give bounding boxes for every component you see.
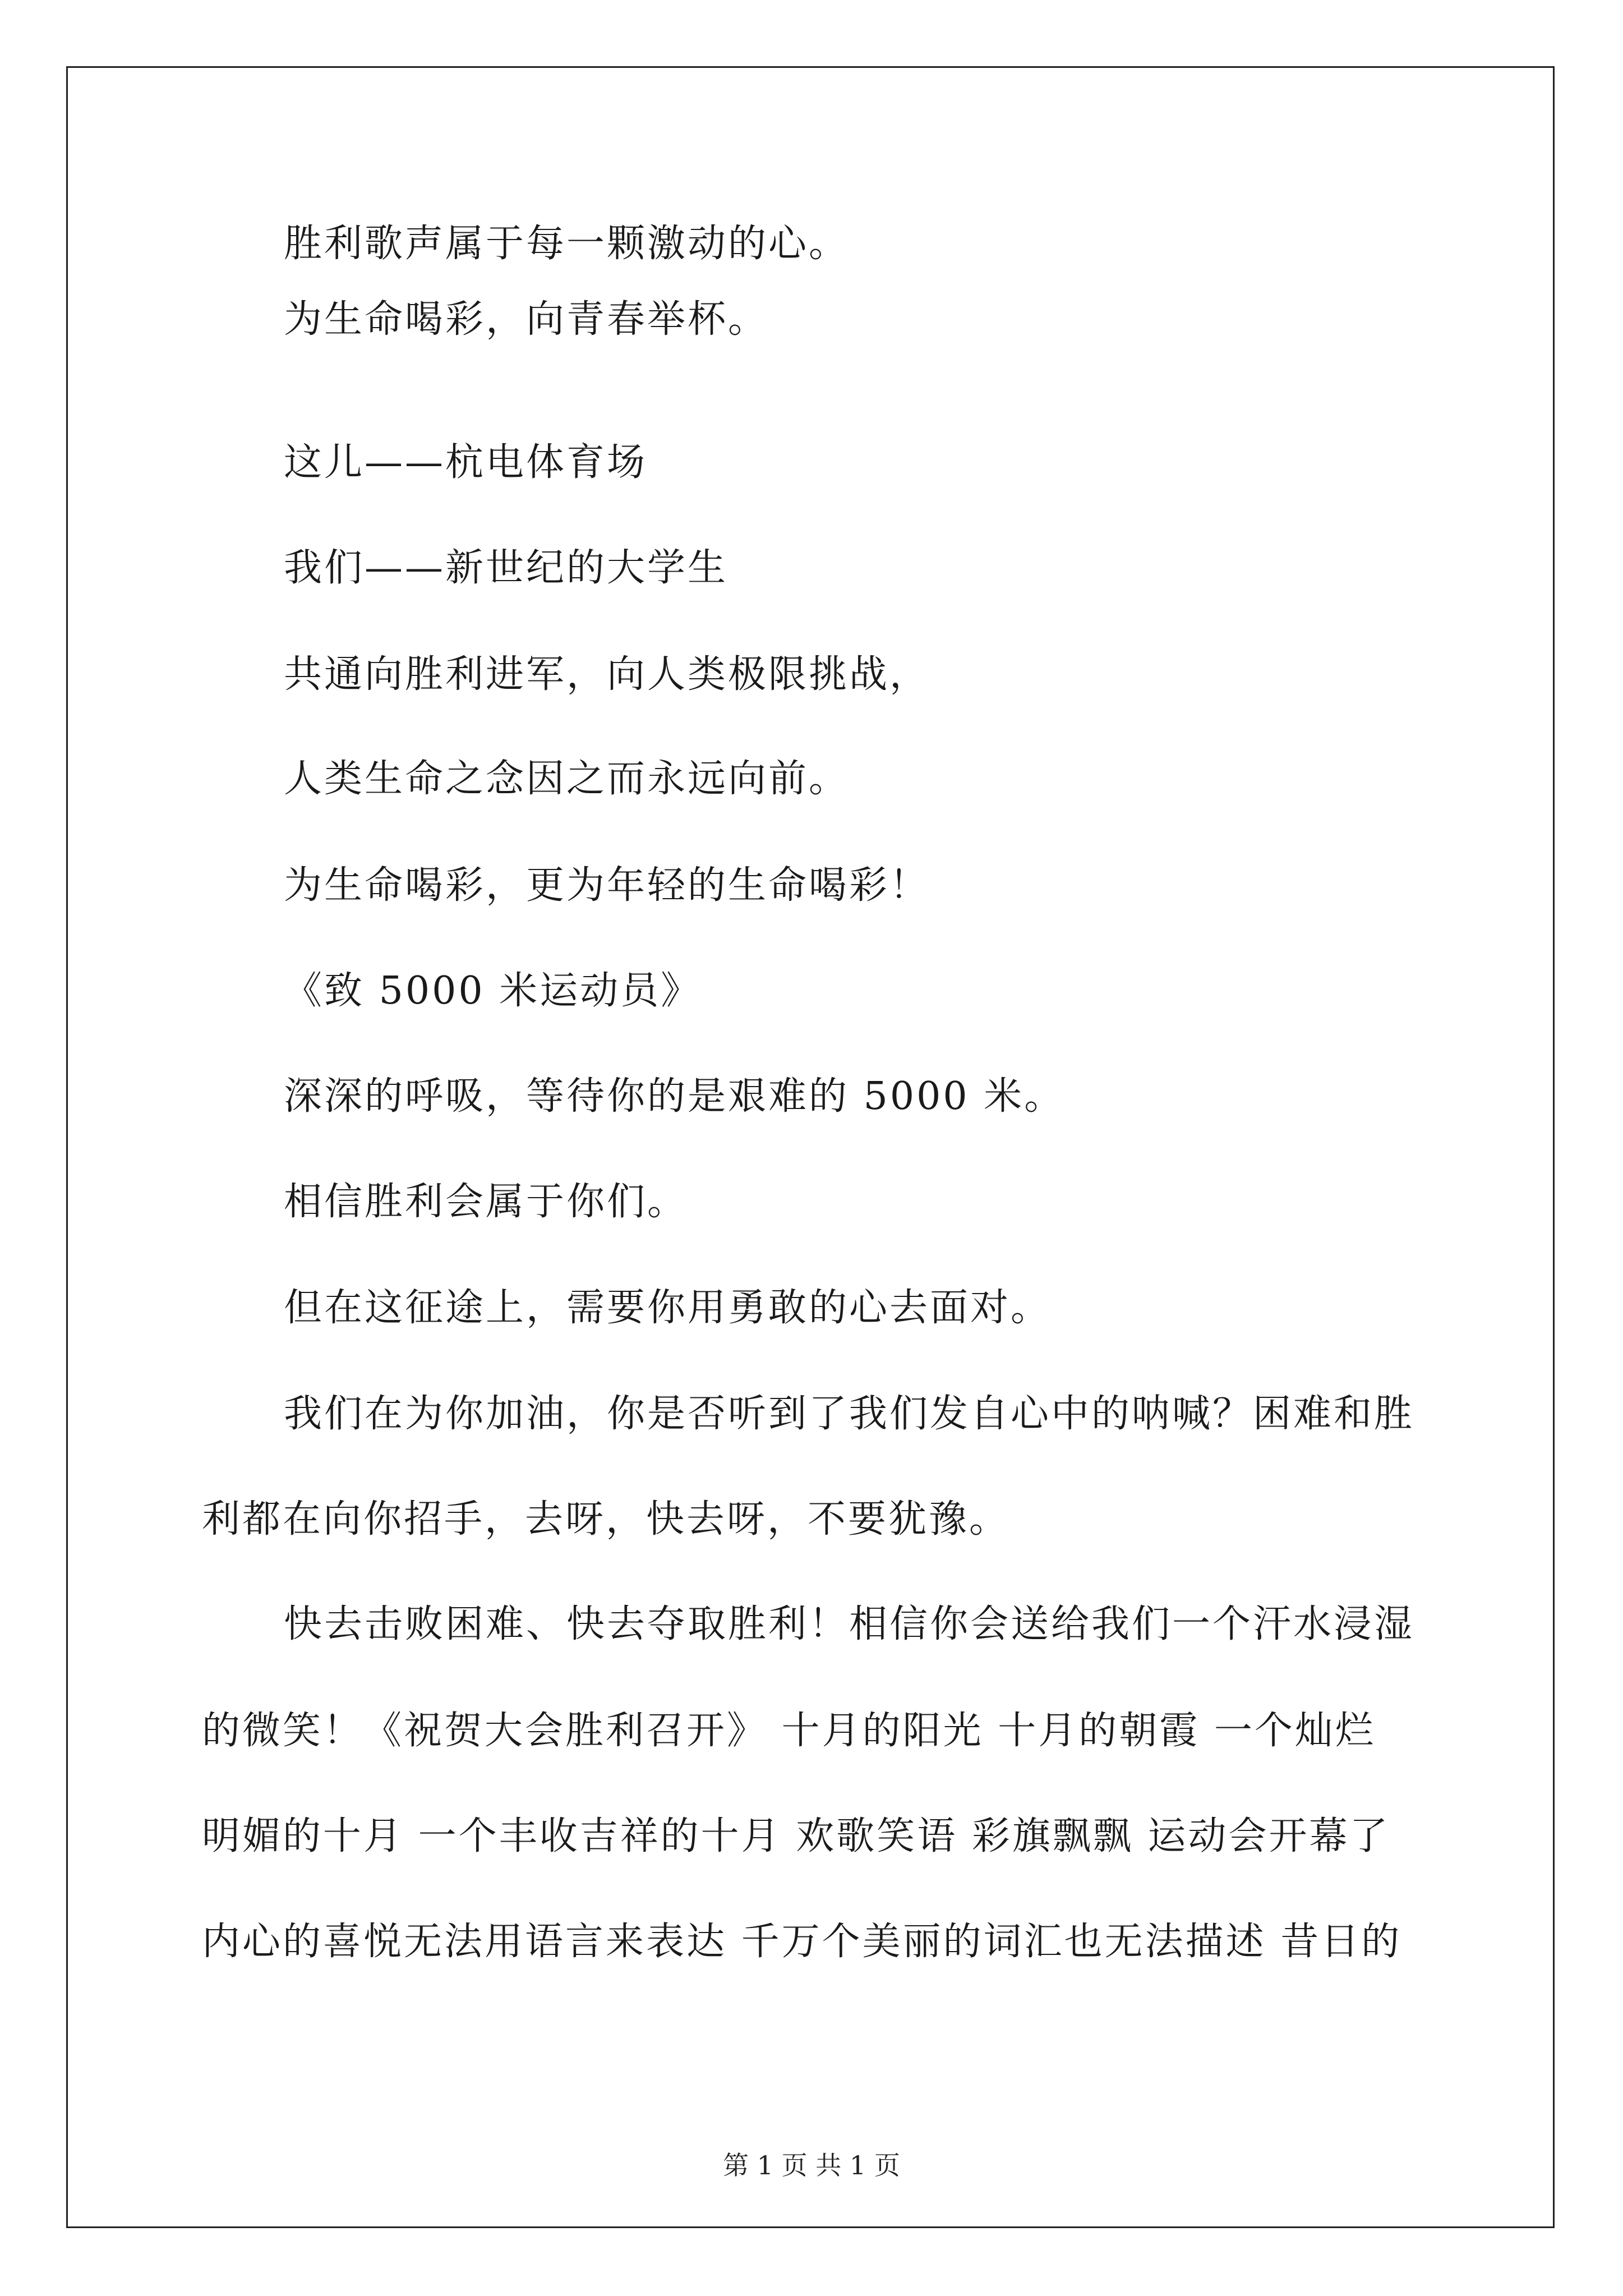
text-line: 明媚的十月 一个丰收吉祥的十月 欢歌笑语 彩旗飘飘 运动会开幕了	[202, 1814, 1390, 1858]
text-line: 人类生命之念因之而永远向前。	[284, 757, 850, 801]
text-line: 相信胜利会属于你们。	[284, 1180, 688, 1224]
text-line: 我们——新世纪的大学生	[284, 546, 728, 590]
text-line: 快去击败困难、快去夺取胜利！相信你会送给我们一个汗水浸湿	[284, 1602, 1415, 1646]
text-line: 我们在为你加油，你是否听到了我们发自心中的呐喊？困难和胜	[284, 1392, 1415, 1436]
page-border	[66, 66, 1555, 2228]
text-line: 共通向胜利进军，向人类极限挑战，	[284, 652, 930, 697]
text-line: 《致 5000 米运动员》	[284, 969, 702, 1013]
page-number-footer: 第 1 页 共 1 页	[723, 2150, 900, 2180]
text-line: 胜利歌声属于每一颗激动的心。	[284, 222, 850, 266]
text-line: 但在这征途上，需要你用勇敢的心去面对。	[284, 1286, 1052, 1330]
text-line: 的微笑！《祝贺大会胜利召开》 十月的阳光 十月的朝霞 一个灿烂	[202, 1709, 1376, 1753]
text-line: 这儿——杭电体育场	[284, 440, 648, 485]
text-line: 为生命喝彩，向青春举杯。	[284, 297, 769, 342]
text-line: 内心的喜悦无法用语言来表达 千万个美丽的词汇也无法描述 昔日的	[202, 1920, 1402, 1964]
text-line: 利都在向你招手，去呀，快去呀，不要犹豫。	[202, 1497, 1010, 1542]
text-line: 为生命喝彩，更为年轻的生命喝彩！	[284, 863, 930, 908]
text-line: 深深的呼吸，等待你的是艰难的 5000 米。	[284, 1074, 1065, 1119]
